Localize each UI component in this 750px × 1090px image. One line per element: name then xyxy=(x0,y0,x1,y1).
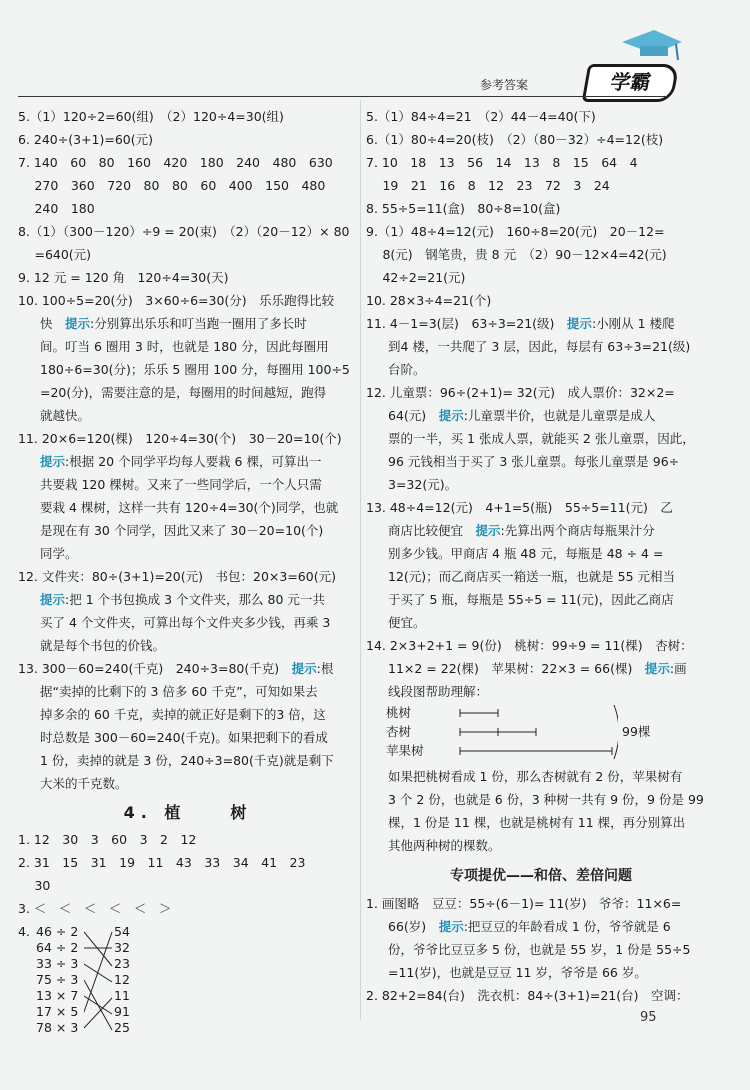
answer-line: 12. 文件夹：80÷(3+1)=20(元) 书包：20×3=60(元) xyxy=(18,569,336,584)
answer-line: 5.（1）84÷4=21 （2）44－4=40(下) xyxy=(366,109,596,124)
answer-line: 别多少钱。甲商店 4 瓶 48 元，每瓶是 48 ÷ 4 = xyxy=(388,546,664,561)
match-right-item: 11 xyxy=(114,988,130,1003)
answer-line: 要栽 4 棵树，这样一共有 120÷4=30(个)同学，也就 xyxy=(40,500,339,515)
match-left-item: 78 × 3 xyxy=(36,1020,79,1035)
answer-line: 1. 12 30 3 60 3 2 12 xyxy=(18,832,197,847)
answer-line: 商店比较便宜 提示:先算出两个商店每瓶果汁分 xyxy=(388,523,655,538)
answer-line: 便宜。 xyxy=(388,615,426,630)
brand-logo: 学霸 xyxy=(582,64,680,102)
hint-label: 提示 xyxy=(438,919,464,934)
section-title: 专项提优——和倍、差倍问题 xyxy=(450,868,632,884)
header-title: 参考答案 xyxy=(480,78,529,92)
answer-line: 3 个 2 份，也就是 6 份，3 种树一共有 9 份，9 份是 99 xyxy=(388,792,704,807)
answer-line: 买了 4 个文件夹，可算出每个文件夹多少钱，再乘 3 xyxy=(40,615,331,630)
answer-line: 时总数是 300－60=240(千克)。如果把剩下的看成 xyxy=(40,730,328,745)
answer-line: 13. 48÷4=12(元) 4+1=5(瓶) 55÷5=11(元) 乙 xyxy=(366,500,673,515)
answer-line: 3=32(元)。 xyxy=(388,477,458,492)
hint-label: 提示 xyxy=(40,454,66,469)
answer-line: 大米的千克数。 xyxy=(40,776,128,791)
match-left-item: 33 ÷ 3 xyxy=(36,956,79,971)
match-left-item: 13 × 7 xyxy=(36,988,79,1003)
match-right-item: 54 xyxy=(114,924,130,939)
match-right-item: 25 xyxy=(114,1020,130,1035)
column-divider xyxy=(360,100,361,1020)
answer-line: 就越快。 xyxy=(40,408,91,423)
answer-line: 掉多余的 60 千克，卖掉的就正好是剩下的3 倍，这 xyxy=(40,707,326,722)
answer-line: 14. 2×3+2+1 = 9(份) 桃树：99÷9 = 11(棵) 杏树： xyxy=(366,638,693,653)
answer-line: 2. 82+2=84(台) 洗衣机：84÷(3+1)=21(台) 空调： xyxy=(366,988,689,1003)
answer-line: 间。叮当 6 圈用 3 时，也就是 180 分，因此每圈用 xyxy=(40,339,329,354)
section-title: 4. 植 树 xyxy=(123,803,253,822)
hint-label: 提示 xyxy=(65,316,91,331)
answer-line: 其他两种树的棵数。 xyxy=(388,838,501,853)
match-right-item: 12 xyxy=(114,972,130,987)
answer-line: =640(元) xyxy=(18,247,92,262)
answer-line: 如果把桃树看成 1 份，那么杏树就有 2 份，苹果树有 xyxy=(388,769,683,784)
answer-line: 8(元) 钢笔贵，贵 8 元 （2）90－12×4=42(元) xyxy=(366,247,667,262)
answer-line: 240 180 xyxy=(18,201,95,216)
match-left-item: 46 ÷ 2 xyxy=(36,924,79,939)
left-column xyxy=(18,105,358,1090)
answer-line: 7. 140 60 80 160 420 180 240 480 630 xyxy=(18,155,333,170)
answer-line: 到4 楼，一共爬了 3 层，因此，每层有 63÷3=21(级) xyxy=(388,339,691,354)
answer-line: 2. 31 15 31 19 11 43 33 34 41 23 xyxy=(18,855,306,870)
answer-line: 30 xyxy=(18,878,51,893)
page-number: 95 xyxy=(640,1010,657,1025)
answer-line: 是现在有 30 个同学，因此又来了 30－20=10(个) xyxy=(40,523,324,538)
page-header xyxy=(0,0,750,100)
match-left-item: 75 ÷ 3 xyxy=(36,972,79,987)
answer-line: 10. 100÷5=20(分) 3×60÷6=30(分) 乐乐跑得比较 xyxy=(18,293,335,308)
answer-line: 11×2 = 22(棵) 苹果树：22×3 = 66(棵) 提示:画 xyxy=(388,661,687,676)
answer-line: 线段图帮助理解： xyxy=(388,684,489,699)
answer-line: 棵，1 份是 11 棵，也就是桃树有 11 棵，再分别算出 xyxy=(388,815,686,830)
answer-line: =20(分)，需要注意的是，每圈用的时间越短，跑得 xyxy=(40,385,327,400)
answer-line: 96 元钱相当于买了 3 张儿童票。每张儿童票是 96÷ xyxy=(388,454,680,469)
answer-line: 180÷6=30(分)；乐乐 5 圈用 100 分，每圈用 100÷5 xyxy=(40,362,350,377)
answer-line: 提示:把 1 个书包换成 3 个文件夹，那么 80 元一共 xyxy=(40,592,325,607)
line-segment-diagram xyxy=(366,703,716,765)
segment-lines xyxy=(458,703,618,763)
match-right-item: 91 xyxy=(114,1004,130,1019)
header-rule xyxy=(18,96,668,97)
answer-line: 11. 20×6=120(棵) 120÷4=30(个) 30－20=10(个) xyxy=(18,431,342,446)
diagram-label: 杏树 xyxy=(386,724,412,739)
answer-line: 66(岁) 提示:把豆豆的年龄看成 1 份，爷爷就是 6 xyxy=(388,919,671,934)
answer-line: 8.（1）（300－120）÷9 = 20(束) （2）（20－12）× 80 xyxy=(18,224,350,239)
answer-line: 同学。 xyxy=(40,546,78,561)
answer-line: 就是每个书包的价钱。 xyxy=(40,638,166,653)
answer-line: 42÷2=21(元) xyxy=(366,270,466,285)
answer-line: 6. 240÷(3+1)=60(元) xyxy=(18,132,153,147)
answer-line: 台阶。 xyxy=(388,362,426,377)
hint-label: 提示 xyxy=(438,408,464,423)
matching-lines xyxy=(84,920,114,1035)
diagram-label: 苹果树 xyxy=(386,743,424,758)
answer-line: 6.（1）80÷4=20(枝) （2）（80－32）÷4=12(枝) xyxy=(366,132,664,147)
answer-line: 9. 12 元 = 120 角 120÷4=30(天) xyxy=(18,270,229,285)
match-left-item: 17 × 5 xyxy=(36,1004,79,1019)
answer-line: 提示:根据 20 个同学平均每人要栽 6 棵，可算出一 xyxy=(40,454,322,469)
hint-label: 提示 xyxy=(566,316,592,331)
answer-line: 12(元)；而乙商店买一箱送一瓶，也就是 55 元相当 xyxy=(388,569,676,584)
hint-label: 提示 xyxy=(291,661,317,676)
answer-line: 5.（1）120÷2=60(组) （2）120÷4=30(组) xyxy=(18,109,284,124)
answer-line: 份，爷爷比豆豆多 5 份，也就是 55 岁，1 份是 55÷5 xyxy=(388,942,691,957)
answer-line: 10. 28×3÷4=21(个) xyxy=(366,293,492,308)
answer-line: 270 360 720 80 80 60 400 150 480 xyxy=(18,178,326,193)
answer-line: 11. 4－1=3(层) 63÷3=21(级) 提示:小刚从 1 楼爬 xyxy=(366,316,675,331)
answer-line: =11(岁)，也就是豆豆 11 岁，爷爷是 66 岁。 xyxy=(388,965,647,980)
answer-line: 据“卖掉的比剩下的 3 倍多 60 千克”，可知如果去 xyxy=(40,684,318,699)
hint-label: 提示 xyxy=(40,592,66,607)
answer-line: 9.（1）48÷4=12(元) 160÷8=20(元) 20－12= xyxy=(366,224,665,239)
hint-label: 提示 xyxy=(475,523,501,538)
right-column xyxy=(366,105,716,1007)
answer-line: 64(元) 提示:儿童票半价，也就是儿童票是成人 xyxy=(388,408,656,423)
answer-line: 13. 300－60=240(千克) 240÷3=80(千克) 提示:根 xyxy=(18,661,334,676)
answer-line: 票的一半，买 1 张成人票，就能买 2 张儿童票，因此， xyxy=(388,431,695,446)
answer-line: 7. 10 18 13 56 14 13 8 15 64 4 xyxy=(366,155,638,170)
matching-exercise xyxy=(18,920,358,1090)
answer-line: 3. ＜ ＜ ＜ ＜ ＜ ＞ xyxy=(18,901,172,916)
answer-line: 12. 儿童票：96÷(2+1)= 32(元) 成人票价：32×2= xyxy=(366,385,675,400)
answer-line: 1. 画图略 豆豆：55÷(6－1)= 11(岁) 爷爷：11×6= xyxy=(366,896,682,911)
diagram-label: 桃树 xyxy=(386,705,412,720)
answer-line: 于买了 5 瓶，每瓶是 55÷5 = 11(元)，因此乙商店 xyxy=(388,592,674,607)
graduation-cap-icon xyxy=(620,30,684,60)
answer-line: 1 份，卖掉的就是 3 份，240÷3=80(千克)就是剩下 xyxy=(40,753,334,768)
answer-line: 快 提示:分别算出乐乐和叮当跑一圈用了多长时 xyxy=(40,316,307,331)
match-right-item: 32 xyxy=(114,940,130,955)
question-number: 4. xyxy=(18,924,30,939)
diagram-total: 99棵 xyxy=(622,724,651,739)
answer-line: 共要栽 120 棵树。又来了一些同学后，一个人只需 xyxy=(40,477,322,492)
answer-line: 19 21 16 8 12 23 72 3 24 xyxy=(366,178,610,193)
answer-line: 8. 55÷5=11(盒) 80÷8=10(盒) xyxy=(366,201,561,216)
hint-label: 提示 xyxy=(644,661,670,676)
match-right-item: 23 xyxy=(114,956,130,971)
match-left-item: 64 ÷ 2 xyxy=(36,940,79,955)
